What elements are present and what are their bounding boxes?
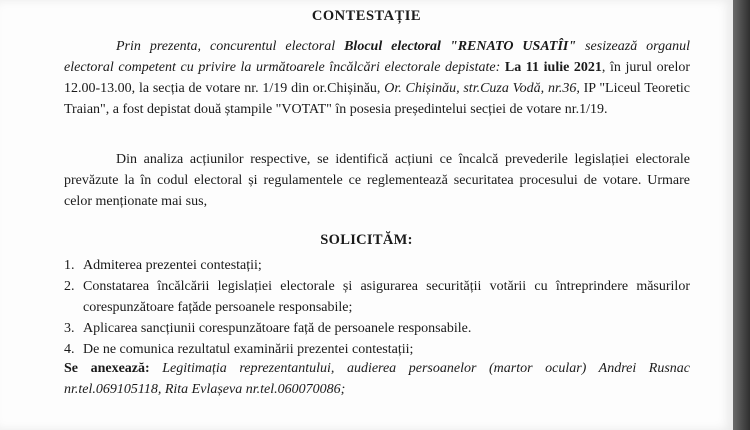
electoral-competitor-name: Blocul electoral "RENATO USATÎI" (344, 39, 577, 54)
page-edge-shadow (733, 0, 750, 430)
list-item-number: 1. (64, 258, 75, 273)
analysis-paragraph: Din analiza acțiunilor respective, se identifică acțiuni ce încalcă prevederile legislației electorale prevăzute la în codul electoral și regulamentele ce reglementează securitatea procesului de votare. Urmare celor menționate mai sus, (64, 152, 690, 209)
list-item (64, 318, 690, 339)
requests-heading: SOLICITĂM: (320, 232, 413, 248)
list-item-text: Constatarea încălcării legislației electorale și asigurarea securității votării cu întreprindere măsurilor corespunzătoare fațăde persoanele responsabile; (83, 279, 690, 315)
list-item-text: De ne comunica rezultatul examinării prezentei contestații; (83, 342, 414, 357)
intro-part-a: Prin prezenta, concurentul electoral (116, 39, 345, 54)
annex-label: Se anexează: (64, 361, 150, 376)
intro-part-e: , în jurul orelor 12.00-13.00, la secția de votare nr. 1/19 din or.Chișinău, (64, 60, 690, 96)
intro-part-c: sesizează organul electoral competent cu privire la următoarele încălcări electorale depistate: (64, 39, 690, 75)
list-item (64, 339, 690, 360)
list-item-number: 4. (64, 342, 75, 357)
intro-paragraph (64, 36, 690, 120)
list-item (64, 255, 690, 276)
annex-paragraph (64, 358, 690, 400)
list-item (64, 276, 690, 318)
list-item-number: 2. (64, 279, 75, 294)
incident-date: La 11 iulie 2021 (504, 60, 602, 75)
document-title: CONTESTAȚIE (311, 8, 422, 24)
list-item-text: Aplicarea sancțiunii corespunzătoare față de persoanele responsabile. (83, 321, 472, 336)
incident-address: Or. Chișinău, str.Cuza Vodă, nr.36, (384, 81, 580, 96)
intro-part-g: IP "Liceul Teoretic Traian", a fost depistat două ștampile "VOTAT" în posesia președintelui secției de votare nr.1/19. (64, 81, 690, 117)
requests-list (64, 255, 690, 360)
annex-text: Legitimația reprezentantului, audierea persoanelor (martor ocular) Andrei Rusnac nr.tel.069105118, Rita Evlașeva nr.tel.060070086; (64, 361, 691, 397)
list-item-number: 3. (64, 321, 75, 336)
list-item-text: Admiterea prezentei contestații; (83, 258, 262, 273)
